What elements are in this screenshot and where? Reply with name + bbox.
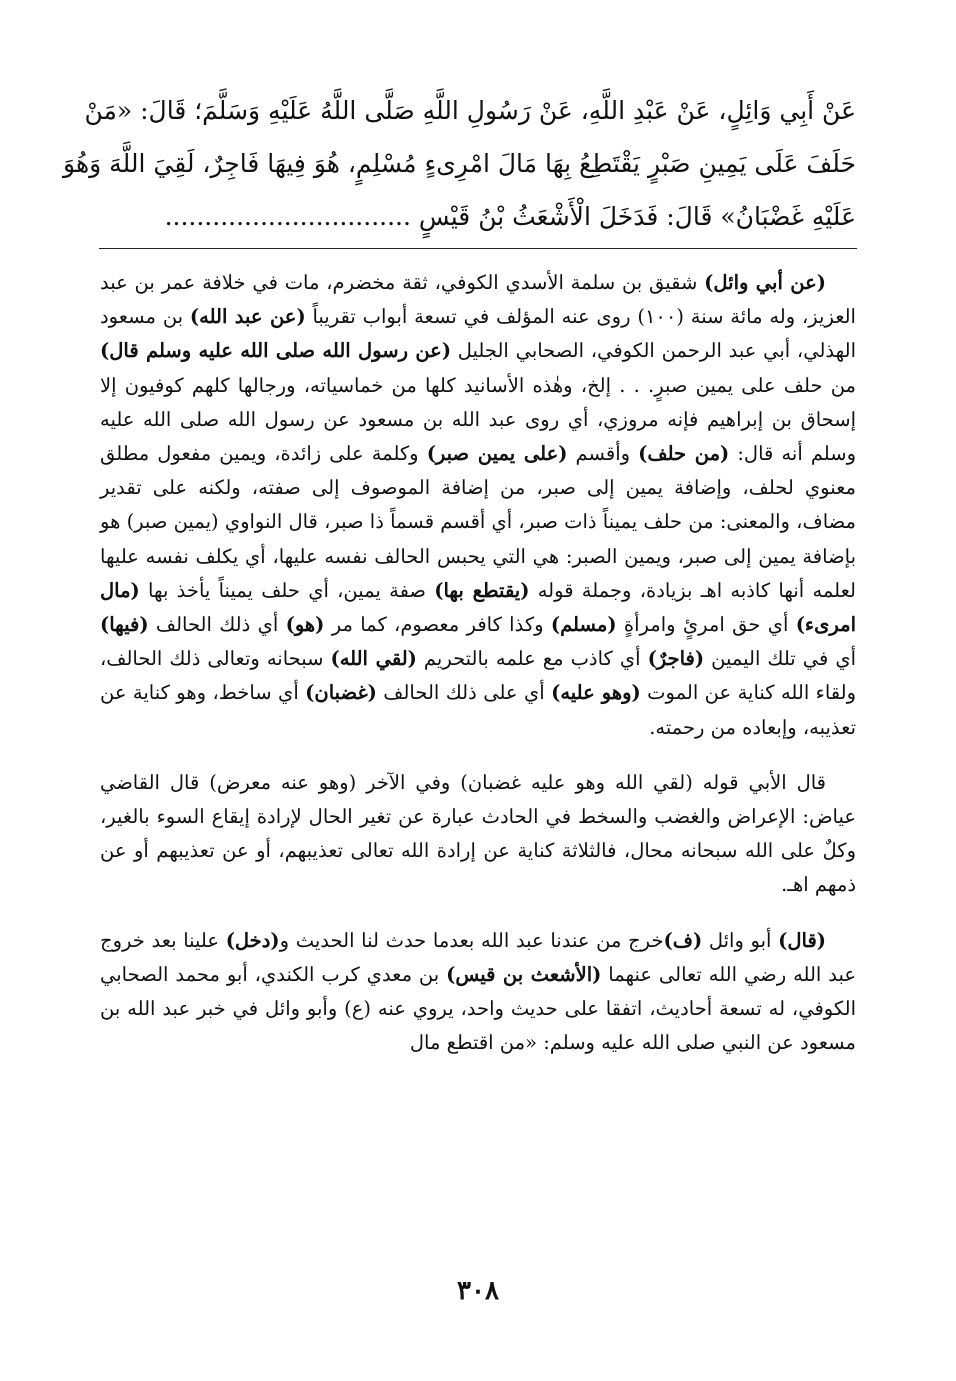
commentary-text: أي ذلك الحالف	[148, 613, 286, 637]
bold-phrase: (على يمين صبر)	[426, 442, 568, 466]
commentary-paragraph-2: قال الأبي قوله (لقي الله وهو عليه غضبان) وفي الآخر (وهو عنه معرض) قال القاضي عياض: الإعراض والغضب والسخط في الحادث عبارة عن تغير الحال لإرادة إيقاع السوء بالغير، وكلٌ على الله سبحانه محال، فالثلاثة كناية عن إرادة الله تعالى تعذيبهم، أو عن تعذيبهم أو عن ذمهم اهـ.	[100, 770, 856, 897]
commentary-text: أي حق امرئٍ وامرأةٍ	[616, 613, 796, 637]
commentary-text: خرج من عندنا عبد الله بعدما حدث لنا الحديث و	[279, 928, 664, 952]
bold-phrase: (من حلف)	[638, 442, 730, 466]
bold-phrase: (مسلم)	[550, 613, 617, 637]
bold-phrase: (وهو عليه)	[551, 681, 641, 705]
hadith-line-3: عَلَيْهِ غَضْبَانُ» قَالَ: فَدَخَلَ الْأَشْعَثُ بْنُ قَيْسٍ ...............................	[164, 202, 856, 231]
commentary-text: بن مسعود الهذلي، أبي عبد الرحمن الكوفي، الصحابي الجليل	[100, 305, 856, 363]
commentary-text: وكذا كافر معصوم، كما مر	[324, 613, 551, 637]
commentary-text: أي في تلك اليمين	[704, 647, 856, 671]
hadith-line-1: عَنْ أَبِي وَائِلٍ، عَنْ عَبْدِ اللَّهِ، عَنْ رَسُولِ اللَّهِ صَلَّى اللَّهُ عَلَيْهِ وَسَلَّمَ؛ قَالَ: «مَنْ	[84, 96, 856, 125]
page-number: ٣٠٨	[457, 1276, 499, 1306]
commentary-text: أبو وائل	[702, 928, 779, 952]
bold-phrase: (عن عبد الله)	[189, 305, 306, 329]
commentary-text: بن معدي كرب الكندي، أبو محمد الصحابي الكوفي، له تسعة أحاديث، اتفقا على حديث واحد، يروي عنه (ع) وأبو وائل في خبر عبد الله بن مسعود عن النبي صلى الله عليه وسلم: «من اقتطع مال	[100, 962, 856, 1055]
commentary-text: أي كاذب مع علمه بالتحريم	[416, 647, 648, 671]
commentary-text: أي ساخط، وهو كناية عن تعذيبه، وإبعاده من رحمته.	[100, 681, 856, 739]
commentary-text: سبحانه وتعالى ذلك الحالف، ولقاء الله كناية عن الموت	[100, 647, 856, 705]
commentary-paragraph-1	[100, 266, 856, 745]
bold-phrase: (فيها)	[100, 613, 149, 637]
hadith-line-2: حَلَفَ عَلَى يَمِينِ صَبْرٍ يَقْتَطِعُ بِهَا مَالَ امْرِىءٍ مُسْلِمٍ، هُوَ فِيهَا فَاجِرٌ، لَقِيَ اللَّهَ وَهُوَ	[63, 149, 856, 178]
hadith-text	[63, 84, 856, 243]
commentary-text: علينا بعد خروج عبد الله رضي الله تعالى عنهما	[100, 928, 856, 986]
commentary	[100, 266, 856, 1060]
commentary-paragraph-3	[100, 924, 856, 1061]
bold-phrase: (الأشعث بن قيس)	[446, 962, 602, 986]
bold-phrase: (فاجرٌ)	[647, 647, 705, 671]
commentary-text: من حلف على يمين صبرٍ. . . إلخ، وهٰذه الأسانيد كلها من خماسياته، ورجالها كلهم كوفيون إلا إسحاق بن إبراهيم فإنه مروزي، أي روى عبد الله بن مسعود عن رسول الله صلى الله عليه وسلم أنه قال:	[100, 373, 857, 466]
commentary-text: أي على ذلك الحالف	[376, 681, 552, 705]
bold-phrase: (مال امرىء)	[100, 578, 856, 637]
bold-phrase: (هو)	[285, 613, 325, 637]
commentary-text: وأقسم	[567, 442, 639, 466]
bold-phrase: (دخل)	[225, 928, 280, 952]
bold-phrase: (ف)	[663, 928, 703, 952]
bold-phrase: (يقتطع بها)	[434, 578, 530, 602]
commentary-text: صفة يمين، أي حلف يميناً يأخذ بها	[139, 578, 435, 602]
bold-phrase: (قال)	[778, 928, 826, 952]
section-divider	[99, 248, 857, 249]
bold-phrase: (عن أبي وائل)	[704, 271, 826, 294]
commentary-text: وكلمة على زائدة، ويمين مفعول مطلق معنوي لحلف، وإضافة يمين إلى صبر، من إضافة الموصوف إلى صفته، ولكنه على تقدير مضاف، والمعنى: من حلف يميناً ذات صبر، أي أقسم قسماً ذا صبر، قال النواوي (يمين صبر) هو بإضافة يمين إلى صبر، ويمين الصبر: هي التي يحبس الحالف نفسه عليها، أي يكلف نفسه عليها لعلمه أنها كاذبه اهـ بزيادة، وجملة قوله	[100, 442, 856, 602]
commentary-text: شقيق بن سلمة الأسدي الكوفي، ثقة مخضرم، مات في خلافة عمر بن عبد العزيز، وله مائة سنة (١٠٠) روى عنه المؤلف في تسعة أبواب تقريباً	[100, 271, 856, 329]
bold-phrase: (غضبان)	[305, 681, 377, 705]
bold-phrase: (عن رسول الله صلى الله عليه وسلم قال)	[100, 339, 452, 363]
bold-phrase: (لقي الله)	[330, 647, 417, 671]
